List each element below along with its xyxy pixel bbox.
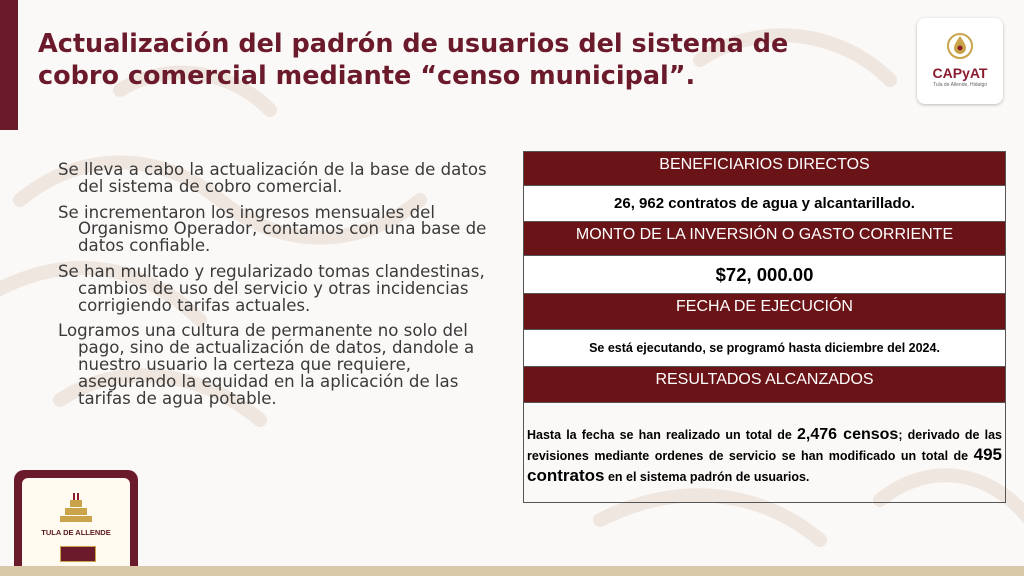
bullet-list [58, 162, 508, 416]
tula-logo-panel [22, 478, 130, 576]
pyramid-icon [56, 490, 96, 526]
project-info-table [523, 151, 1006, 503]
tula-badge [60, 546, 96, 562]
bullet-item: Logramos una cultura de permanente no solo del pago, sino de actualización de datos, dandole a nuestro usuario la certeza que requiere, asegurando la equidad en la aplicación de las tarifas de agua potable. [58, 321, 475, 408]
slide-title: Actualización del padrón de usuarios del sistema de cobro comercial mediante “censo municipal”. [38, 29, 789, 91]
monto-header: MONTO DE LA INVERSIÓN O GASTO CORRIENTE [524, 222, 1006, 256]
censos-count: 2,476 censos [797, 425, 899, 443]
fecha-value: Se está ejecutando, se programó hasta diciembre del 2024. [524, 330, 1006, 367]
resultados-text: en el sistema padrón de usuarios. [604, 469, 810, 484]
bullet-item: Se incrementaron los ingresos mensuales del Organismo Operador, contamos con una base de datos confiable. [58, 202, 487, 256]
resultados-text: Hasta la fecha se han realizado un total de [527, 427, 798, 442]
resultados-header: RESULTADOS ALCANZADOS [524, 367, 1006, 403]
accent-bar [0, 0, 18, 130]
capyat-logo [917, 18, 1003, 104]
monto-value: $72, 000.00 [524, 256, 1006, 294]
bullet-item: Se han multado y regularizado tomas clandestinas, cambios de uso del servicio y otras incidencias corrigiendo tarifas actuales. [58, 261, 485, 315]
capyat-brand: CAPyAT [932, 65, 988, 81]
beneficiarios-header: BENEFICIARIOS DIRECTOS [524, 152, 1006, 186]
bullet-item: Se lleva a cabo la actualización de la base de datos del sistema de cobro comercial. [58, 160, 487, 196]
resultados-value [524, 403, 1006, 503]
tula-name: TULA DE ALLENDE [41, 528, 111, 537]
tula-logo [14, 470, 138, 576]
contratos-count: 495 contratos [527, 444, 1002, 485]
fecha-header: FECHA DE EJECUCIÓN [524, 294, 1006, 330]
beneficiarios-value: 26, 962 contratos de agua y alcantarillado. [524, 186, 1006, 222]
capyat-subtitle: Tula de Allende, Hidalgo [932, 82, 988, 88]
resultados-text: ; derivado de las revisiones mediante ordenes de servicio se han modificado un total de [527, 427, 1002, 463]
water-drop-icon [946, 28, 974, 62]
bottom-strip [0, 566, 1024, 576]
